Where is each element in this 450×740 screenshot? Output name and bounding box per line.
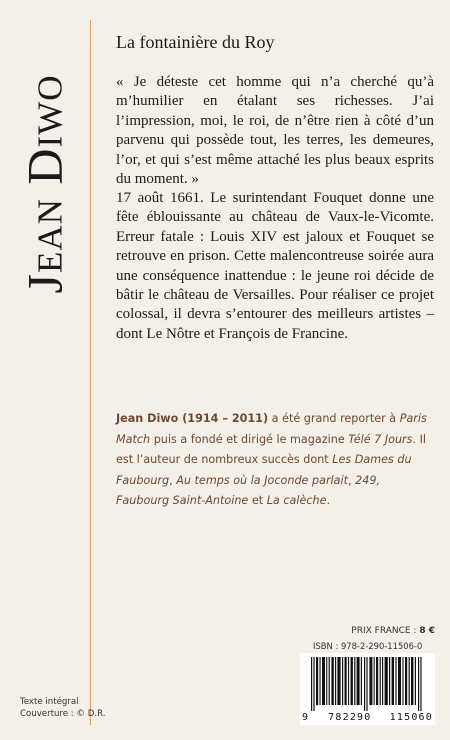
price-label-text: PRIX FRANCE : — [351, 626, 420, 636]
barcode-bars — [311, 657, 424, 711]
barcode-left-digits: 782290 — [328, 712, 372, 723]
isbn-label: ISBN : 978-2-290-11506-0 — [313, 641, 423, 651]
credits — [20, 696, 106, 720]
summary-paragraph: 17 août 1661. Le surintendant Fouquet donne une fête éblouissante au château de Vaux-le-Vicomte. Erreur fatale : Louis XIV est jaloux et Fouquet se retrouve en prison. Cette malencontreuse soirée aura une conséquence inattendue : le jeune roi décide de bâtir le château de Versailles. Pour réaliser ce projet colossal, il devra s’entourer des meilleurs artistes – dont Le Nôtre et François de Francine. — [116, 190, 434, 342]
bio-text: puis a fondé et dirigé le magazine — [150, 432, 349, 446]
book-title: La fontainière du Roy — [116, 32, 275, 52]
bio-text: , — [169, 473, 177, 487]
bio-text: . Il est l’auteur de nombreux succès dont — [116, 432, 427, 466]
barcode — [300, 653, 435, 725]
price-label — [351, 626, 435, 636]
price-value: 8 € — [419, 626, 435, 636]
credits-text-integral: Texte intégral — [20, 697, 79, 707]
bio-text: . — [326, 494, 331, 507]
credits-cover: Couverture : © D.R. — [20, 709, 106, 719]
author-name-text: Jean Diwo — [16, 74, 72, 294]
barcode-lead-digit: 9 — [302, 712, 309, 723]
bio-work-faubourg: 249, Faubourg Saint-Antoine — [116, 473, 381, 507]
bio-work-dames: Les Dames du Faubourg — [116, 453, 412, 487]
bio-text: et — [248, 494, 267, 507]
author-name-vertical — [15, 34, 73, 334]
quote-paragraph: « Je déteste cet homme qui n’a cherché qu’à m’humilier en étalant ses richesses. J’ai l’impression, moi, le roi, de n’être rien à côté d’un parvenu qui possède tout, les terres, les demeures, l’or, et qui s’est même attaché les plus beaux esprits du moment. » — [116, 74, 434, 188]
bio-work-caleche: La calèche — [266, 494, 327, 507]
bio-work-tele7: Télé 7 Jours — [348, 432, 413, 446]
divider-line — [90, 20, 91, 725]
barcode-digits — [302, 712, 433, 723]
bio-work-paris-match: Paris Match — [116, 412, 427, 446]
bio-text: , — [348, 473, 356, 487]
author-bio — [116, 409, 434, 512]
bio-author-name: Jean Diwo (1914 – 2011) — [116, 412, 269, 425]
barcode-right-digits: 115060 — [389, 712, 433, 723]
bio-work-joconde: Au temps où la Joconde parlait — [176, 473, 349, 487]
bio-text: a été grand reporter à — [268, 412, 400, 425]
